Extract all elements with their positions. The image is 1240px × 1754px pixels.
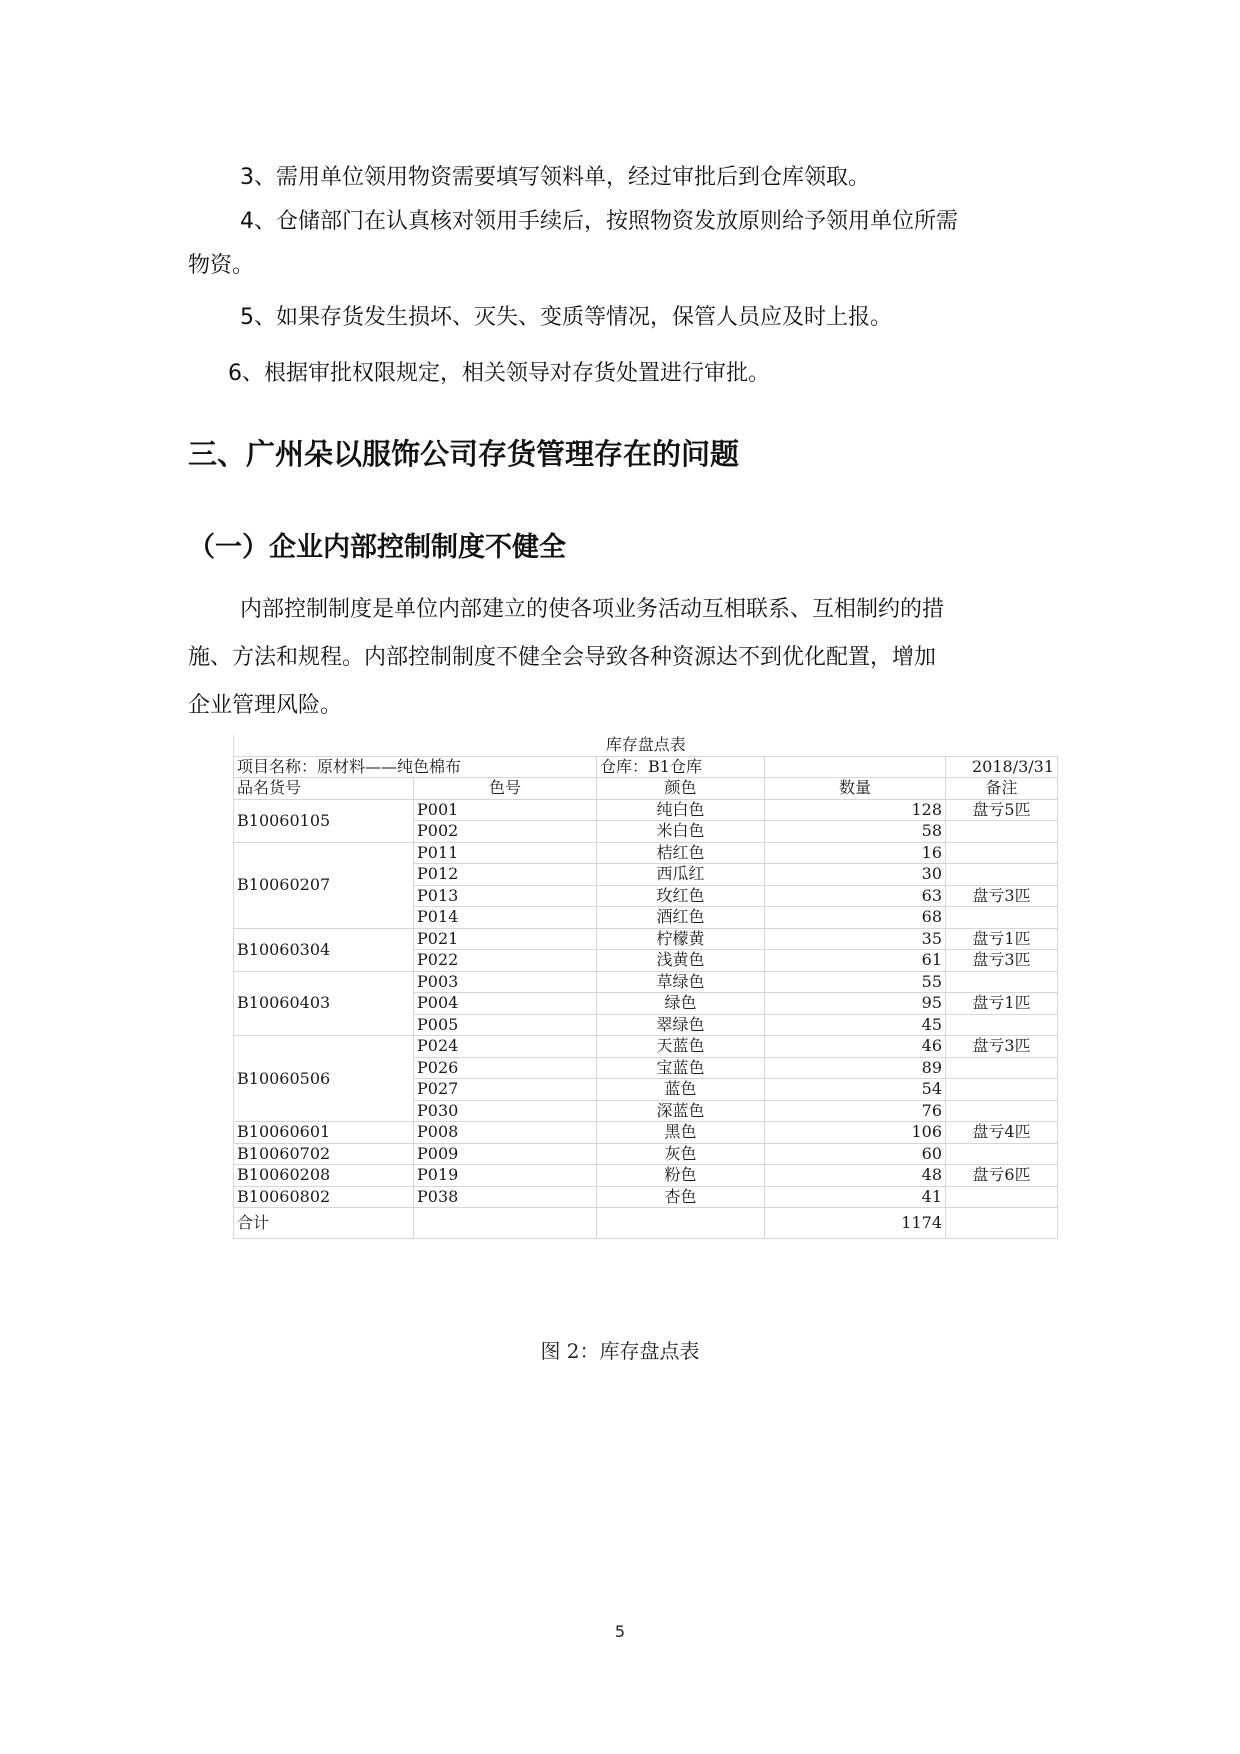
color-no-cell: P011 (414, 842, 597, 864)
qty-cell: 48 (765, 1165, 946, 1187)
header-code: 品名货号 (234, 778, 414, 800)
qty-cell: 41 (765, 1186, 946, 1208)
note-cell (946, 842, 1058, 864)
note-cell: 盘亏1匹 (946, 928, 1058, 950)
color-no-cell: P021 (414, 928, 597, 950)
table-row (234, 1186, 1058, 1208)
color-no-cell: P008 (414, 1122, 597, 1144)
color-cell: 浅黄色 (597, 950, 765, 972)
item-code-cell: B10060506 (234, 1036, 414, 1122)
note-cell: 盘亏6匹 (946, 1165, 1058, 1187)
table-warehouse: 仓库：B1仓库 (597, 756, 765, 778)
note-cell (946, 1143, 1058, 1165)
color-cell: 柠檬黄 (597, 928, 765, 950)
sub-heading: （一）企业内部控制制度不健全 (188, 532, 566, 563)
color-cell: 翠绿色 (597, 1014, 765, 1036)
table-row (234, 1165, 1058, 1187)
qty-cell: 60 (765, 1143, 946, 1165)
color-cell: 蓝色 (597, 1079, 765, 1101)
page-number: 5 (614, 1622, 626, 1641)
header-color-no: 色号 (414, 778, 597, 800)
color-no-cell: P004 (414, 993, 597, 1015)
table-row (234, 799, 1058, 821)
note-cell: 盘亏3匹 (946, 1036, 1058, 1058)
body-line-3: 企业管理风险。 (188, 693, 343, 718)
qty-cell: 46 (765, 1036, 946, 1058)
item-code-cell: B10060601 (234, 1122, 414, 1144)
note-cell (946, 907, 1058, 929)
section-heading: 三、广州朵以服饰公司存货管理存在的问题 (188, 437, 740, 471)
paragraph-item-3: 3、需用单位领用物资需要填写领料单，经过审批后到仓库领取。 (240, 165, 870, 190)
total-blank-cell (414, 1208, 597, 1239)
color-cell: 纯白色 (597, 799, 765, 821)
qty-cell: 35 (765, 928, 946, 950)
color-cell: 米白色 (597, 821, 765, 843)
color-no-cell: P026 (414, 1057, 597, 1079)
color-no-cell: P030 (414, 1100, 597, 1122)
color-cell: 黑色 (597, 1122, 765, 1144)
color-no-cell: P027 (414, 1079, 597, 1101)
qty-cell: 76 (765, 1100, 946, 1122)
qty-cell: 54 (765, 1079, 946, 1101)
table-row (234, 971, 1058, 993)
table-title: 库存盘点表 (234, 735, 1058, 756)
note-cell (946, 1057, 1058, 1079)
qty-cell: 89 (765, 1057, 946, 1079)
table-row (234, 842, 1058, 864)
note-cell (946, 821, 1058, 843)
qty-cell: 106 (765, 1122, 946, 1144)
table-date: 2018/3/31 (946, 756, 1058, 778)
item-code-cell: B10060702 (234, 1143, 414, 1165)
item-code-cell: B10060304 (234, 928, 414, 971)
note-cell (946, 1186, 1058, 1208)
item-code-cell: B10060403 (234, 971, 414, 1036)
total-blank-cell (946, 1208, 1058, 1239)
color-cell: 天蓝色 (597, 1036, 765, 1058)
inventory-table (233, 735, 1058, 1239)
note-cell (946, 1079, 1058, 1101)
item-code-cell: B10060105 (234, 799, 414, 842)
color-no-cell: P002 (414, 821, 597, 843)
total-blank-cell (597, 1208, 765, 1239)
note-cell (946, 1100, 1058, 1122)
color-no-cell: P019 (414, 1165, 597, 1187)
note-cell (946, 971, 1058, 993)
color-no-cell: P001 (414, 799, 597, 821)
color-no-cell: P038 (414, 1186, 597, 1208)
paragraph-item-4-line1: 4、仓储部门在认真核对领用手续后，按照物资发放原则给予领用单位所需 (240, 209, 958, 234)
qty-cell: 68 (765, 907, 946, 929)
paragraph-item-6: 6、根据审批权限规定，相关领导对存货处置进行审批。 (228, 361, 770, 386)
body-line-1: 内部控制制度是单位内部建立的使各项业务活动互相联系、互相制约的措 (240, 597, 945, 622)
qty-cell: 95 (765, 993, 946, 1015)
qty-cell: 58 (765, 821, 946, 843)
inventory-table-body (234, 735, 1058, 1239)
inventory-table-container (233, 735, 1057, 1239)
qty-cell: 63 (765, 885, 946, 907)
color-cell: 草绿色 (597, 971, 765, 993)
figure-caption: 图 2：库存盘点表 (540, 1339, 700, 1363)
color-cell: 粉色 (597, 1165, 765, 1187)
item-code-cell: B10060802 (234, 1186, 414, 1208)
paragraph-item-5: 5、如果存货发生损坏、灭失、变质等情况，保管人员应及时上报。 (240, 305, 892, 330)
color-cell: 杏色 (597, 1186, 765, 1208)
table-row (234, 1036, 1058, 1058)
color-no-cell: P012 (414, 864, 597, 886)
color-cell: 玫红色 (597, 885, 765, 907)
qty-cell: 30 (765, 864, 946, 886)
qty-cell: 55 (765, 971, 946, 993)
qty-cell: 45 (765, 1014, 946, 1036)
item-code-cell: B10060207 (234, 842, 414, 928)
color-cell: 灰色 (597, 1143, 765, 1165)
color-cell: 西瓜红 (597, 864, 765, 886)
color-no-cell: P009 (414, 1143, 597, 1165)
note-cell: 盘亏4匹 (946, 1122, 1058, 1144)
header-qty: 数量 (765, 778, 946, 800)
color-cell: 深蓝色 (597, 1100, 765, 1122)
note-cell: 盘亏3匹 (946, 950, 1058, 972)
qty-cell: 16 (765, 842, 946, 864)
color-cell: 绿色 (597, 993, 765, 1015)
color-no-cell: P003 (414, 971, 597, 993)
color-no-cell: P022 (414, 950, 597, 972)
note-cell (946, 864, 1058, 886)
body-line-2: 施、方法和规程。内部控制制度不健全会导致各种资源达不到优化配置，增加 (188, 645, 937, 670)
header-color: 颜色 (597, 778, 765, 800)
table-row (234, 928, 1058, 950)
color-no-cell: P005 (414, 1014, 597, 1036)
note-cell: 盘亏3匹 (946, 885, 1058, 907)
table-row (234, 1143, 1058, 1165)
note-cell (946, 1014, 1058, 1036)
color-cell: 宝蓝色 (597, 1057, 765, 1079)
table-row (234, 1122, 1058, 1144)
color-no-cell: P024 (414, 1036, 597, 1058)
note-cell: 盘亏5匹 (946, 799, 1058, 821)
total-qty-cell: 1174 (765, 1208, 946, 1239)
note-cell: 盘亏1匹 (946, 993, 1058, 1015)
item-code-cell: B10060208 (234, 1165, 414, 1187)
color-cell: 酒红色 (597, 907, 765, 929)
table-row-total (234, 1208, 1058, 1239)
table-blank-cell (765, 756, 946, 778)
qty-cell: 128 (765, 799, 946, 821)
color-no-cell: P014 (414, 907, 597, 929)
paragraph-item-4-line2: 物资。 (188, 253, 255, 278)
header-note: 备注 (946, 778, 1058, 800)
qty-cell: 61 (765, 950, 946, 972)
table-project-name: 项目名称：原材料——纯色棉布 (234, 756, 597, 778)
color-no-cell: P013 (414, 885, 597, 907)
total-label-cell: 合计 (234, 1208, 414, 1239)
color-cell: 桔红色 (597, 842, 765, 864)
